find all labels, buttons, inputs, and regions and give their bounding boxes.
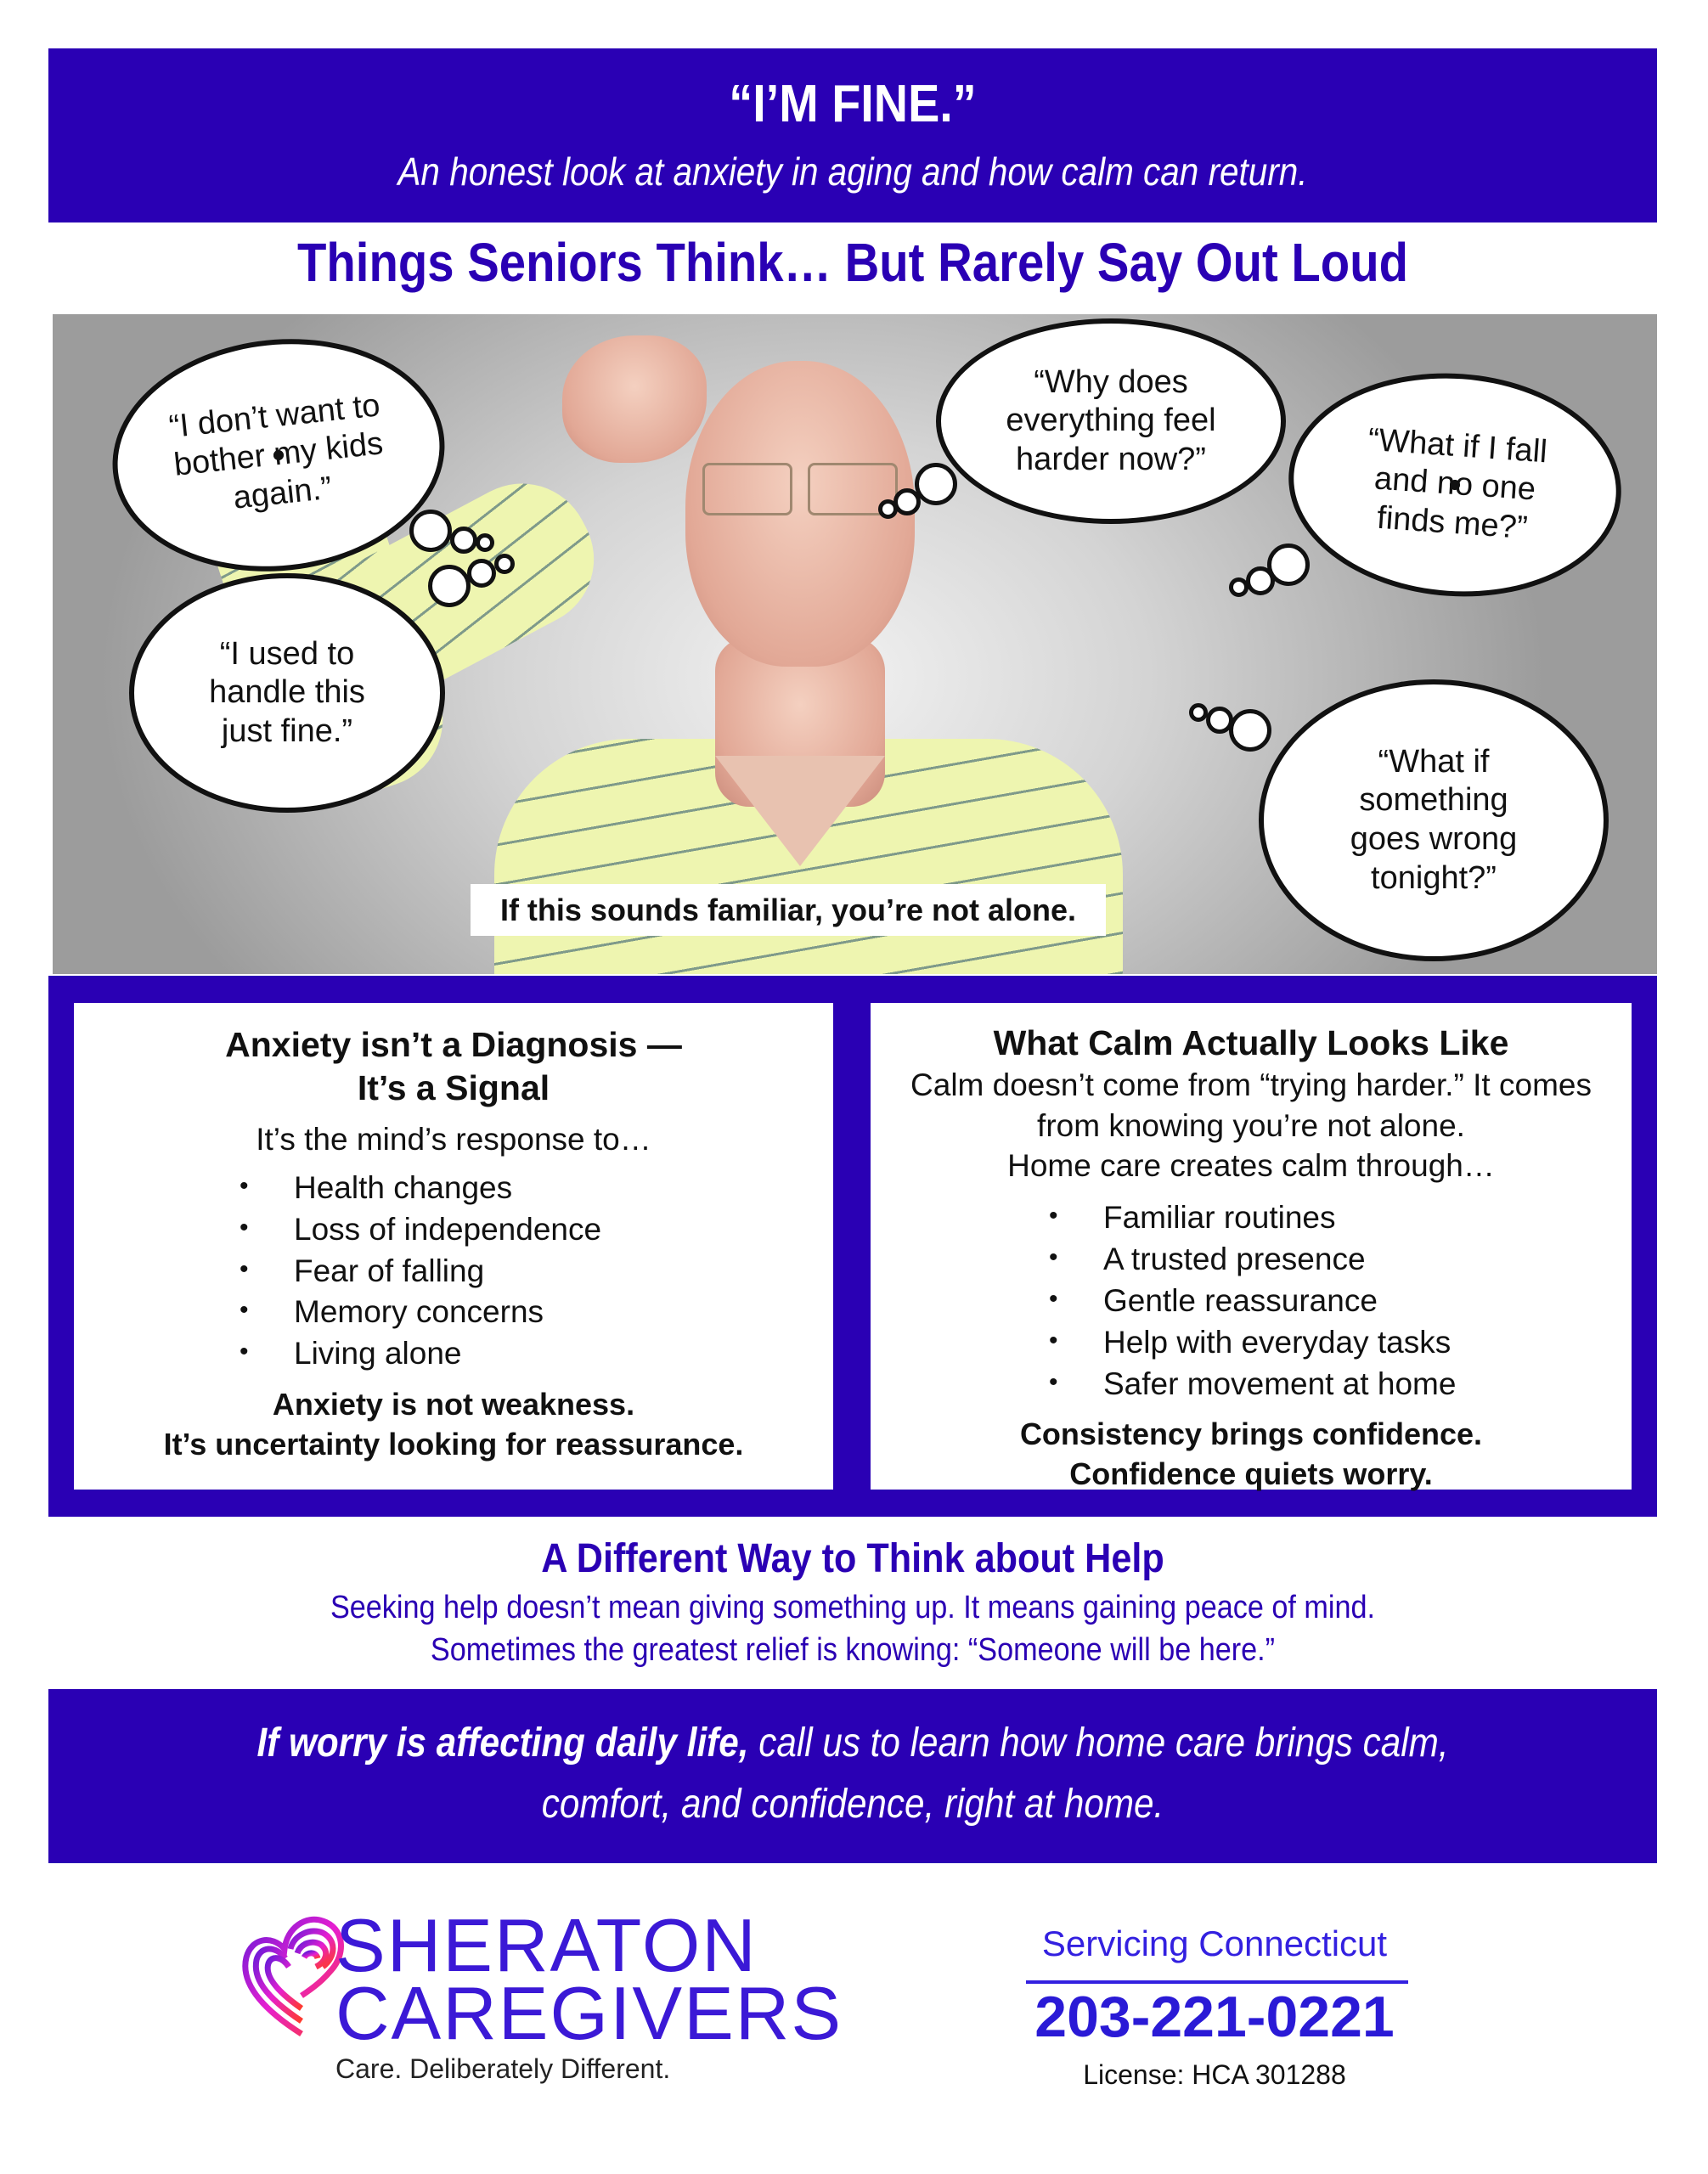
thought-dot: [915, 463, 957, 505]
thought-dot: [878, 499, 898, 519]
thought-dot: [1189, 703, 1208, 722]
header-banner: [48, 48, 1657, 222]
info-band: [48, 976, 1657, 1517]
thought-dot: [1206, 707, 1233, 734]
box-closing-line: It’s uncertainty looking for reassurance.: [163, 1426, 744, 1462]
box-closing-line: Confidence quiets worry.: [1069, 1456, 1433, 1492]
thought-bubble-wrong-tonight: [1259, 679, 1609, 961]
thought-dot: [1229, 577, 1249, 597]
service-area: Servicing Connecticut: [1041, 1923, 1388, 1963]
thought-bubble-used-to-handle: [129, 573, 445, 813]
thought-dot: [467, 559, 496, 588]
thought-bubble-fall-alone: [1281, 363, 1628, 608]
phone-number[interactable]: 203-221-0221: [1034, 1985, 1395, 2049]
help-text-line: Sometimes the greatest relief is knowing: “Someone will be here.”: [430, 1632, 1276, 1668]
license-number: License: HCA 301288: [1083, 2059, 1346, 2090]
thought-dot: [1246, 566, 1275, 595]
call-to-action-banner: [48, 1689, 1657, 1863]
cta-text: call us to learn how home care brings calm,: [748, 1721, 1449, 1766]
man-vneck: [715, 756, 885, 866]
thought-dot: [1229, 709, 1271, 752]
photo-caption: If this sounds familiar, you’re not alone.: [471, 884, 1106, 936]
page-title: “I’M FINE.”: [729, 75, 977, 133]
thought-text: “Why does everything feel harder now?”: [1006, 363, 1216, 477]
anxiety-causes-list: [240, 1168, 833, 1375]
box-intro-line: Home care creates calm through…: [1007, 1147, 1495, 1183]
thought-dot: [893, 488, 921, 515]
calm-methods-list: [1049, 1197, 1632, 1405]
section-heading-thoughts: Things Seniors Think… But Rarely Say Out Loud: [296, 232, 1409, 293]
hero-photo: [53, 314, 1657, 974]
anxiety-signal-box: [74, 1003, 833, 1490]
cta-line: comfort, and confidence, right at home.: [541, 1782, 1164, 1827]
list-item: • Gentle reassurance: [1049, 1281, 1632, 1322]
box-closing-line: Consistency brings confidence.: [1019, 1416, 1483, 1452]
box-title: What Calm Actually Looks Like: [993, 1023, 1509, 1062]
help-text-line: Seeking help doesn’t mean giving something up. It means gaining peace of mind.: [330, 1590, 1376, 1625]
list-item: • Familiar routines: [1049, 1197, 1632, 1239]
list-item: • A trusted presence: [1049, 1239, 1632, 1281]
list-item: • Safer movement at home: [1049, 1364, 1632, 1405]
thought-text: “What if I fall and no one finds me?”: [1367, 421, 1549, 546]
box-title-line: Anxiety isn’t a Diagnosis —: [225, 1025, 682, 1064]
box-closing-line: Anxiety is not weakness.: [272, 1387, 635, 1422]
brand-tagline: Care. Deliberately Different.: [335, 2053, 671, 2084]
list-item: • Help with everyday tasks: [1049, 1322, 1632, 1364]
man-hand: [562, 335, 707, 463]
list-item: • Fear of falling: [240, 1251, 833, 1293]
box-intro-line: from knowing you’re not alone.: [1037, 1107, 1465, 1143]
thought-dot: [494, 554, 515, 574]
list-item: • Loss of independence: [240, 1209, 833, 1251]
thought-text: “I don’t want to bother my kids again.”: [167, 386, 385, 516]
thought-text: “I used to handle this just fine.”: [209, 635, 365, 749]
box-intro-line: Calm doesn’t come from “trying harder.” It comes: [910, 1067, 1592, 1103]
box-title-line: It’s a Signal: [357, 1068, 550, 1108]
thought-bubble-harder-now: [936, 318, 1286, 524]
cta-bold-lead: If worry is affecting daily life,: [256, 1721, 749, 1766]
list-item: • Living alone: [240, 1333, 833, 1375]
page-subtitle: An honest look at anxiety in aging and how calm can return.: [397, 149, 1308, 194]
brand-name-line1: SHERATON: [335, 1903, 758, 1987]
thought-text: “What if something goes wrong tonight?”: [1350, 743, 1518, 896]
thought-dot: [450, 527, 477, 554]
calm-looks-like-box: [871, 1003, 1632, 1490]
list-item: • Memory concerns: [240, 1292, 833, 1333]
box-intro: It’s the mind’s response to…: [256, 1121, 651, 1157]
cta-line: [145, 1720, 1561, 1766]
thought-dot: [476, 533, 494, 552]
thought-dot: [428, 565, 471, 607]
section-heading-help: A Different Way to Think about Help: [541, 1536, 1164, 1581]
glasses-icon: [702, 463, 898, 514]
list-item: • Health changes: [240, 1168, 833, 1209]
thought-dot: [409, 510, 452, 552]
brand-name-line2: CAREGIVERS: [335, 1971, 843, 2055]
